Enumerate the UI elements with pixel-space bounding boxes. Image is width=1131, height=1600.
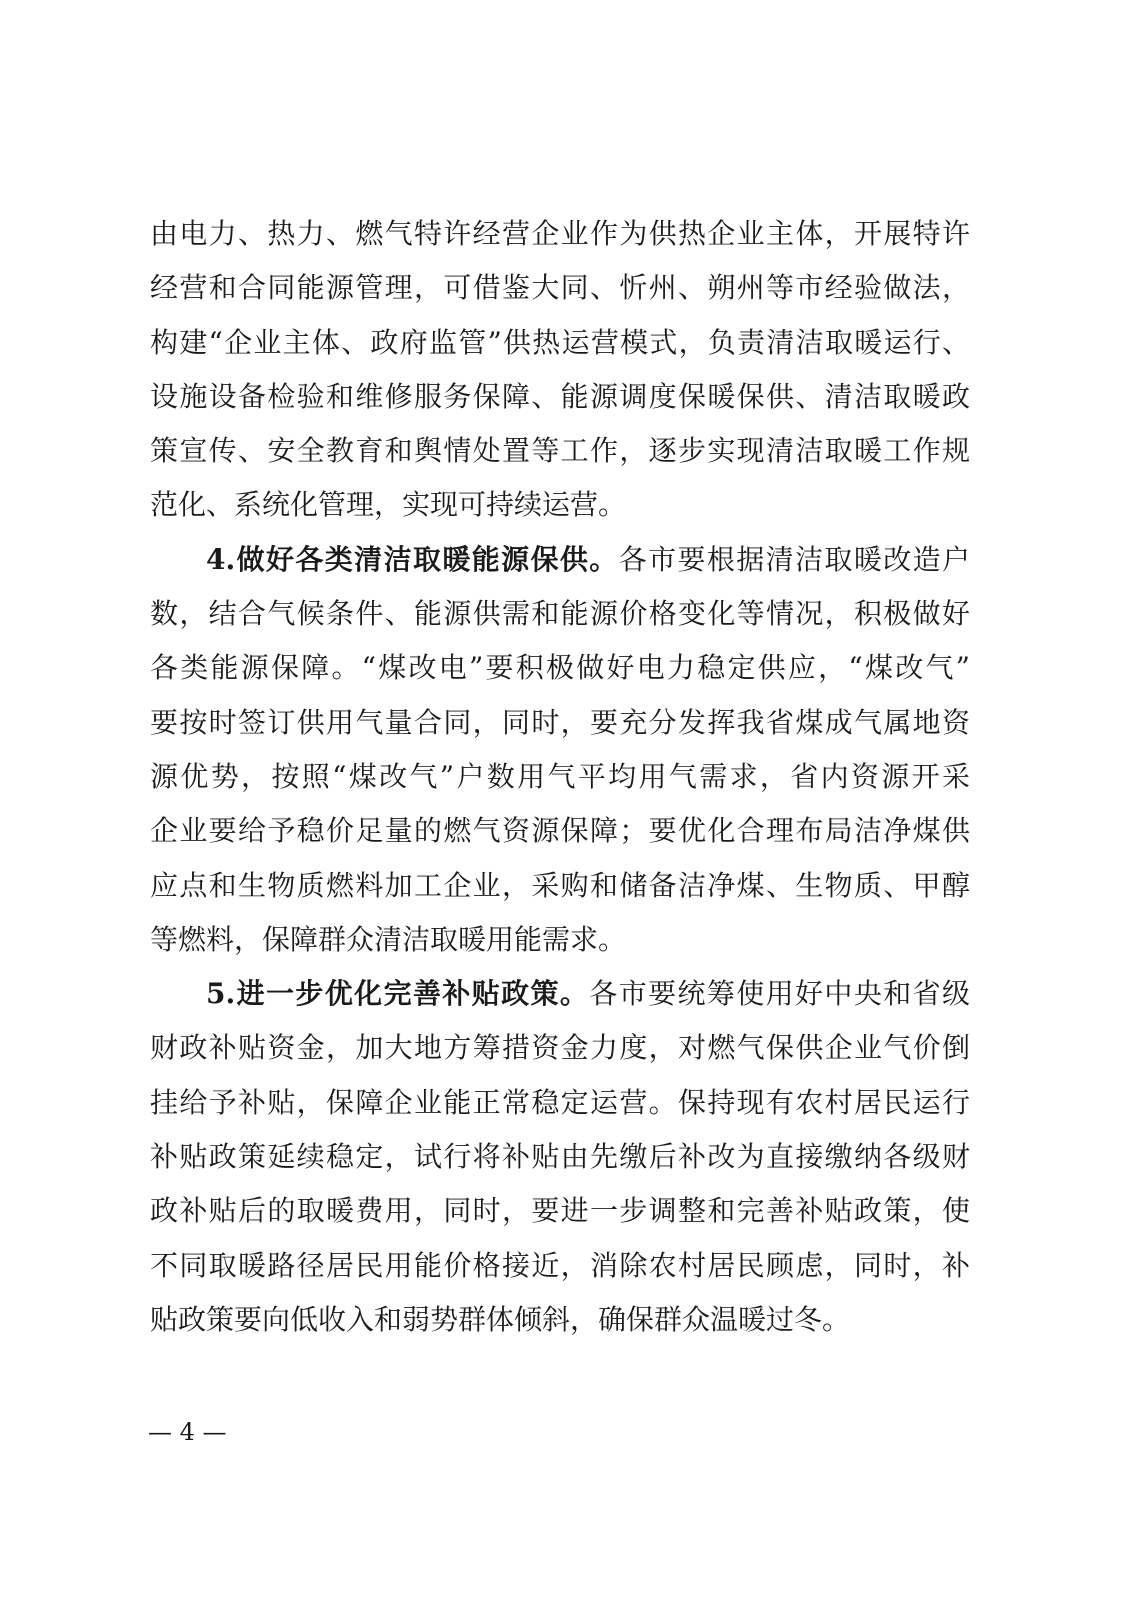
paragraph-line: 应点和生物质燃料加工企业，采购和储备洁净煤、生物质、甲醇 (150, 868, 970, 902)
paragraph-line: 政补贴后的取暖费用，同时，要进一步调整和完善补贴政策，使 (150, 1194, 970, 1228)
section-first-line (150, 533, 970, 587)
section-first-line (150, 967, 970, 1021)
paragraph-line: 经营和合同能源管理，可借鉴大同、忻州、朔州等市经验做法， (150, 271, 970, 305)
paragraph-line: 要按时签订供用气量合同，同时，要充分发挥我省煤成气属地资 (150, 705, 970, 739)
paragraph-line: 策宣传、安全教育和舆情处置等工作，逐步实现清洁取暖工作规 (150, 434, 970, 468)
paragraph-line: 各类能源保障。“煤改电”要积极做好电力稳定供应，“煤改气” (150, 651, 970, 685)
paragraph-line: 等燃料，保障群众清洁取暖用能需求。 (150, 922, 627, 956)
paragraph-line: 设施设备检验和维修服务保障、能源调度保暖保供、清洁取暖政 (150, 379, 970, 413)
paragraph-line: 挂给予补贴，保障企业能正常稳定运营。保持现有农村居民运行 (150, 1085, 970, 1119)
paragraph-line: 企业要给予稳价足量的燃气资源保障；要优化合理布局洁净煤供 (150, 814, 970, 848)
paragraph-line: 财政补贴资金，加大地方筹措资金力度，对燃气保供企业气价倒 (150, 1031, 970, 1065)
section-heading: 4.做好各类清洁取暖能源保供。 (206, 542, 619, 576)
paragraph-line: 构建“企业主体、政府监管”供热运营模式，负责清洁取暖运行、 (150, 325, 970, 359)
paragraph-text: 各市要统筹使用好中央和省级 (589, 977, 970, 1011)
paragraph-line: 不同取暖路径居民用能价格接近，消除农村居民顾虑，同时，补 (150, 1248, 970, 1282)
paragraph-line: 源优势，按照“煤改气”户数用气平均用气需求，省内资源开采 (150, 759, 970, 793)
page-number: — 4 — (148, 1418, 227, 1446)
paragraph-line: 由电力、热力、燃气特许经营企业作为供热企业主体，开展特许 (150, 217, 970, 250)
paragraph-line: 补贴政策延续稳定，试行将补贴由先缴后补改为直接缴纳各级财 (150, 1140, 970, 1174)
section-heading: 5.进一步优化完善补贴政策。 (206, 977, 590, 1011)
paragraph-line: 范化、系统化管理，实现可持续运营。 (150, 488, 627, 522)
paragraph-text: 各市要根据清洁取暖改造户 (618, 542, 970, 576)
paragraph-line: 贴政策要向低收入和弱势群体倾斜，确保群众温暖过冬。 (150, 1302, 851, 1336)
paragraph-line: 数，结合气候条件、能源供需和能源价格变化等情况，积极做好 (150, 597, 970, 631)
body-text (150, 207, 970, 1347)
